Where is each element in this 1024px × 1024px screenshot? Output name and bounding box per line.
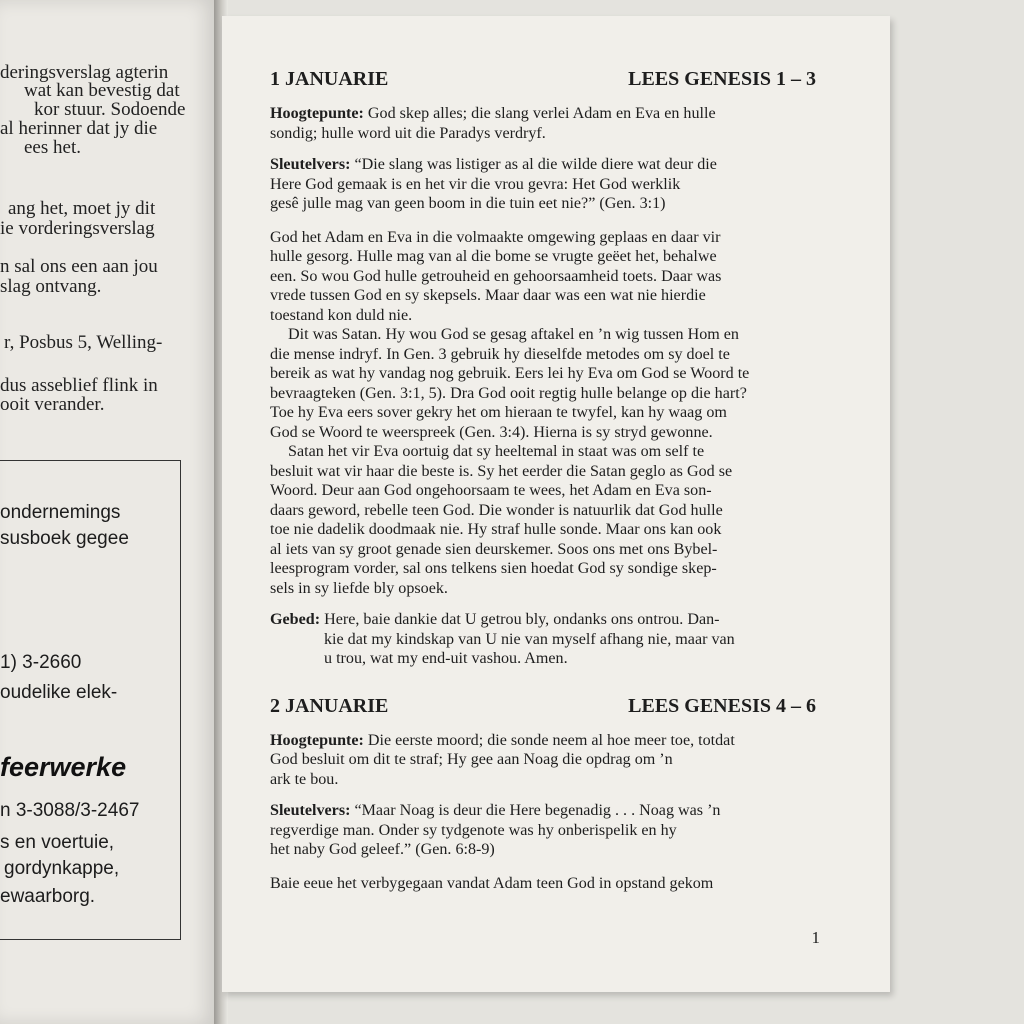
key-verse-line <box>270 194 816 214</box>
left-page-line: ooit verander. <box>0 394 105 415</box>
key-verse-line <box>270 801 816 821</box>
advertisement-line: ondernemings <box>0 502 121 523</box>
highlights-text: God skep alles; die slang verlei Adam en Eva en hulle <box>367 105 716 122</box>
page-content <box>270 68 816 893</box>
prayer-text: u trou, wat my end-uit vashou. Amen. <box>324 650 568 667</box>
body-line: die mense indryf. In Gen. 3 gebruik hy dieselfde metodes om sy doel te <box>270 345 730 363</box>
body-line: Baie eeue het verbygegaan vandat Adam teen God in opstand gekom <box>270 874 714 892</box>
prayer-text: Here, baie dankie dat U getrou bly, ondanks ons ontrou. Dan- <box>324 611 720 628</box>
key-verse <box>270 801 816 860</box>
body-paragraph <box>270 442 816 598</box>
highlights-text: Die eerste moord; die sonde neem al hoe meer toe, totdat <box>367 731 735 749</box>
body-line: leesprogram vorder, sal ons telkens sien hoedat God sy sondige skep- <box>270 560 717 577</box>
page-number: 1 <box>811 928 820 947</box>
prayer-line <box>270 630 816 650</box>
highlights-label: Hoogtepunte: <box>270 105 364 122</box>
key-verse-text: het naby God geleef.” (Gen. 6:8-9) <box>270 841 495 858</box>
highlights-text: ark te bou. <box>270 770 339 788</box>
left-page-line: deringsverslag agterin <box>0 62 169 83</box>
highlights-line <box>270 750 816 770</box>
prayer <box>270 610 816 669</box>
entry-date: 1 JANUARIE <box>270 68 389 90</box>
body-line: God se Woord te weerspreek (Gen. 3:4). Hierna is sy stryd gewonne. <box>270 423 713 441</box>
highlights-line <box>270 770 816 790</box>
body-line: God het Adam en Eva in die volmaakte omgewing geplaas en daar vir <box>270 228 721 246</box>
entry-reading: LEES GENESIS 4 – 6 <box>628 694 816 717</box>
advertisement-line: s en voertuie, <box>0 832 115 853</box>
body-line: al iets van sy groot genade sien deurskemer. Soos ons met ons Bybel- <box>270 540 718 558</box>
highlights-text: God besluit om dit te straf; Hy gee aan Noag die opdrag om ’n <box>270 751 673 768</box>
key-verse-text: Here God gemaak is en het vir die vrou gevra: Het God werklik <box>270 175 681 193</box>
prayer-label: Gebed: <box>270 611 321 628</box>
body-line: hulle gesorg. Hulle mag van al die bome se vrugte geëet het, behalwe <box>270 248 717 265</box>
body-line: bereik as wat hy vandag nog gebruik. Eers lei hy Eva om God se Woord te <box>270 365 750 382</box>
left-page <box>0 0 216 1024</box>
right-page <box>222 16 890 992</box>
key-verse <box>270 155 816 214</box>
body-line: daars geword, rebelle teen God. Die wonder is natuurlik dat God hulle <box>270 501 723 519</box>
left-page-line: n sal ons een aan jou <box>0 256 158 277</box>
entry-date: 2 JANUARIE <box>270 694 389 717</box>
advertisement-line: n 3-3088/3-2467 <box>0 800 140 821</box>
body-paragraph <box>270 228 816 326</box>
entry-header <box>270 68 816 92</box>
key-verse-line <box>270 175 816 195</box>
body-line: toe nie dadelik doodmaak nie. Hy straf hulle sonde. Maar ons kan ook <box>270 521 722 538</box>
highlights-line <box>270 731 816 751</box>
left-page-line: dus asseblief flink in <box>0 375 158 396</box>
left-page-line: wat kan bevestig dat <box>24 80 180 101</box>
body-paragraph <box>270 325 816 442</box>
key-verse-line <box>270 821 816 841</box>
left-page-line: ie vorderingsverslag <box>0 218 155 239</box>
prayer-line <box>270 610 816 630</box>
body-line: toestand kon duld nie. <box>270 306 413 324</box>
key-verse-text: regverdige man. Onder sy tydgenote was hy onberispelik en hy <box>270 821 677 839</box>
prayer-line <box>270 649 816 669</box>
key-verse-line <box>270 840 816 860</box>
highlights-label: Hoogtepunte: <box>270 731 364 749</box>
left-page-line: ees het. <box>24 137 81 158</box>
advertisement-line: oudelike elek- <box>0 682 118 703</box>
entry-reading: LEES GENESIS 1 – 3 <box>628 68 816 90</box>
advertisement-line: susboek gegee <box>0 528 129 549</box>
highlights <box>270 731 816 790</box>
prayer-text: kie dat my kindskap van U nie van myself afhang nie, maar van <box>324 630 735 648</box>
body-paragraph <box>270 874 816 894</box>
left-page-line: slag ontvang. <box>0 276 102 297</box>
advertisement-line: gordynkappe, <box>4 858 120 879</box>
left-page-line: ang het, moet jy dit <box>8 198 156 219</box>
body-line: Woord. Deur aan God ongehoorsaam te wees, het Adam en Eva son- <box>270 482 712 499</box>
key-verse-line <box>270 155 816 175</box>
body-line: Toe hy Eva eers sover gekry het om hieraan te twyfel, kan hy waag om <box>270 404 727 421</box>
body-line: vrede tussen God en sy skepsels. Maar daar was een wat nie hierdie <box>270 287 706 304</box>
key-verse-label: Sleutelvers: <box>270 156 351 173</box>
highlights-text: sondig; hulle word uit die Paradys verdryf. <box>270 124 546 142</box>
entry-header <box>270 695 816 719</box>
highlights <box>270 104 816 143</box>
key-verse-text: gesê julle mag van geen boom in die tuin eet nie?” (Gen. 3:1) <box>270 195 666 212</box>
highlights-line <box>270 104 816 124</box>
key-verse-text: “Maar Noag is deur die Here begenadig . . . Noag was ’n <box>354 802 721 819</box>
body-line: sels in sy liefde bly opsoek. <box>270 579 448 597</box>
advertisement-brand: feerwerke <box>0 752 127 782</box>
left-page-line: r, Posbus 5, Welling- <box>4 332 163 353</box>
highlights-line <box>270 124 816 144</box>
body-line: bevraagteken (Gen. 3:1, 5). Dra God ooit regtig hulle belange op die hart? <box>270 384 747 402</box>
body-line: Dit was Satan. Hy wou God se gesag aftakel en ’n wig tussen Hom en <box>288 326 739 343</box>
advertisement-line: 1) 3-2660 <box>0 652 82 673</box>
advertisement-line: ewaarborg. <box>0 886 96 907</box>
left-page-line: kor stuur. Sodoende <box>34 99 186 120</box>
body-line: besluit wat vir haar die beste is. Sy het eerder die Satan geglo as God se <box>270 462 733 480</box>
left-page-line: al herinner dat jy die <box>0 118 158 139</box>
key-verse-text: “Die slang was listiger as al die wilde diere wat deur die <box>354 156 717 173</box>
body-line: Satan het vir Eva oortuig dat sy heeltemal in staat was om self te <box>288 443 705 460</box>
key-verse-label: Sleutelvers: <box>270 802 351 819</box>
body-line: een. So wou God hulle getrouheid en gehoorsaamheid toets. Daar was <box>270 267 722 285</box>
